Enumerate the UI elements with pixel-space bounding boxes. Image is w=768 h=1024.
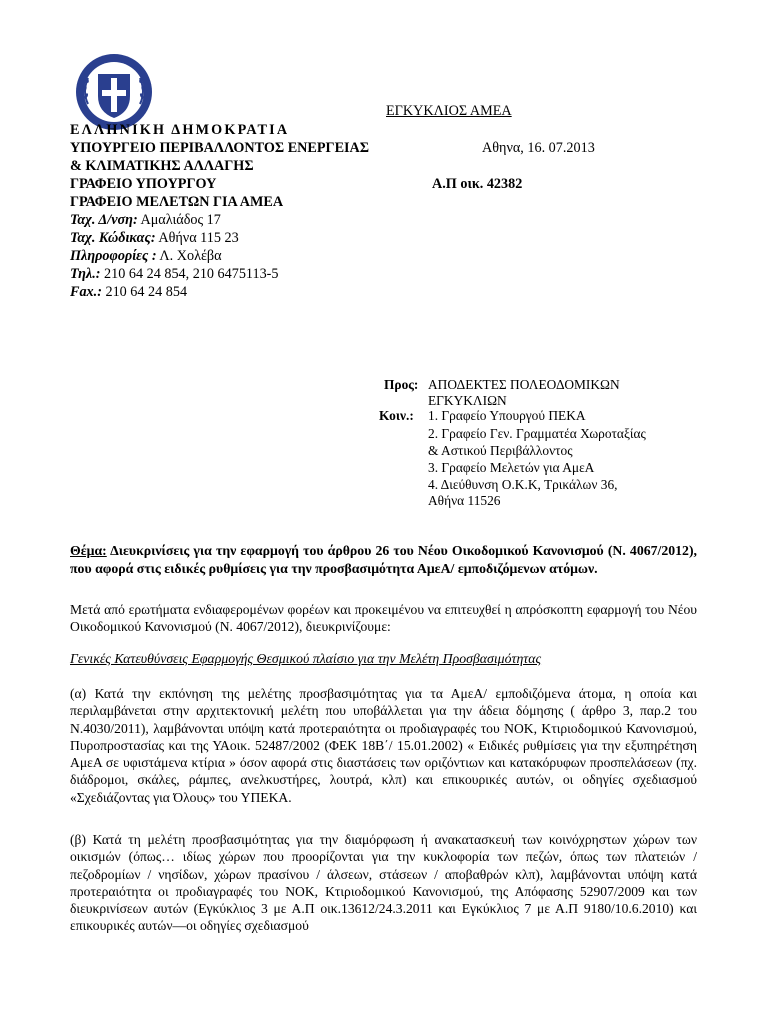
to-recipient-line1: ΑΠΟΔΕΚΤΕΣ ΠΟΛΕΟΔΟΜΙΚΩΝ [428,377,620,392]
ministry-name-line2: & ΚΛΙΜΑΤΙΚΗΣ ΑΛΛΑΓΗΣ [70,158,254,174]
phone-value: 210 64 24 854, 210 6475113-5 [100,266,279,282]
intro-paragraph: Μετά από ερωτήματα ενδιαφερομένων φορέων και προκειμένου να επιτευχθεί η απρόσκοπτη εφαρμογή του Νέου Οικοδομικού Κανονισμού (Ν. 4067/2012), διευκρινίζουμε: [70,602,697,635]
subject-label: Θέμα: [70,543,107,558]
cc-recipient-1: 1. Γραφείο Υπουργού ΠΕΚΑ [428,408,586,423]
republic-name: ΕΛΛΗΝΙΚΗ ΔΗΜΟΚΡΑΤΙΑ [70,122,290,138]
circular-title: ΕΓΚΥΚΛΙΟΣ ΑΜΕΑ [386,103,512,119]
cc-recipient-4-cont: Αθήνα 11526 [428,493,501,508]
phone-line [70,265,279,284]
cc-recipient-2: 2. Γραφείο Γεν. Γραμματέα Χωροταξίας [428,426,646,441]
to-recipient-line2: ΕΓΚΥΚΛΙΩΝ [428,393,507,408]
fax-label: Fax.: [70,284,102,300]
protocol-number: Α.Π οικ. 42382 [432,176,523,192]
postcode-label: Ταχ. Κώδικας: [70,230,156,246]
address-label: Ταχ. Δ/νση: [70,212,138,228]
paragraph-b: (β) Κατά τη μελέτη προσβασιμότητας για την διαμόρφωση ή ανακατασκευή των κοινόχρηστων χώρων των οικισμών (όπως… ιδίως χώρων που προορίζονται για την κυκλοφορία των πεζών, όπως των πλατειών / πεζοδρομίων / νησίδων, χώρων πρασίνου / άλσεων, στάσεων / αποβαθρών κλπ), λαμβάνονται υπόψη κατά προτεραιότητα οι προδιαγραφές του ΝΟΚ, Κτιριοδομικού Κανονισμού, της Απόφασης 52907/2009 και των διευκρινίσεων αυτών (Εγκύκλιος 3 με Α.Π οικ.13612/24.3.2011 και Εγκύκλιος 7 με Α.Π 9180/10.6.2010) και επικουρικές αυτών—οι οδηγίες σχεδιασμού [70,832,697,934]
postcode-line [70,229,239,248]
info-label: Πληροφορίες : [70,248,157,264]
to-label: Προς: [384,377,419,392]
paragraph-a: (α) Κατά την εκπόνηση της μελέτης προσβασιμότητας για τα ΑμεΑ/ εμποδιζόμενα άτομα, η οποία και περιλαμβάνεται στην αρχιτεκτονική μελέτη που υποβάλλεται για την άδεια δόμησης ( άρθρο 3, παρ.2 του Ν.4030/2011), λαμβάνονται υπόψη κατά προτεραιότητα οι προδιαγραφές του ΝΟΚ, Κτιριοδομικού Κανονισμού, Πυροπροστασίας και της ΥΑοικ. 52487/2002 (ΦΕΚ 18Β΄/ 15.01.2002) « Ειδικές ρυθμίσεις για την εξυπηρέτηση ΑμεΑ σε υφιστάμενα κτίρια » όσον αφορά στις διαστάσεις των οριζόντιων και κατακόρυφων προσπελάσεων (πχ. διάδρομοι, σκάλες, ράμπες, ανελκυστήρες, λουτρά, κλπ) και επικουρικές αυτών, οι οδηγίες σχεδιασμού «Σχεδιάζοντας για Όλους» του ΥΠΕΚΑ. [70,686,697,805]
document-date: Αθηνα, 16. 07.2013 [482,140,595,156]
fax-line [70,283,187,302]
cc-recipient-2-cont: & Αστικού Περιβάλλοντος [428,443,573,458]
ministry-name-line1: ΥΠΟΥΡΓΕΙΟ ΠΕΡΙΒΑΛΛΟΝΤΟΣ ΕΝΕΡΓΕΙΑΣ [70,140,370,156]
cc-label: Κοιν.: [379,408,414,423]
cc-recipient-3: 3. Γραφείο Μελετών για ΑμεΑ [428,460,595,475]
address-line [70,211,221,230]
office-studies: ΓΡΑΦΕΙΟ ΜΕΛΕΤΩΝ ΓΙΑ ΑΜΕΑ [70,194,284,210]
info-value: Λ. Χολέβα [156,248,222,264]
cc-recipient-4: 4. Διεύθυνση Ο.Κ.Κ, Τρικάλων 36, [428,477,618,492]
info-line [70,247,222,266]
phone-label: Τηλ.: [70,266,101,282]
greek-coat-of-arms-emblem [74,52,154,132]
address-value: Αμαλιάδος 17 [137,212,221,228]
subject-text: Διευκρινίσεις για την εφαρμογή του άρθρου 26 του Νέου Οικοδομικού Κανονισμού (Ν. 4067/2012), που αφορά στις ειδικές ρυθμίσεις για την προσβασιμότητα ΑμεΑ/ εμποδιζόμενων ατόμων. [70,543,697,576]
section-heading: Γενικές Κατευθύνσεις Εφαρμογής Θεσμικού πλαίσιο για την Μελέτη Προσβασιμότητας [70,651,542,666]
postcode-value: Αθήνα 115 23 [155,230,239,246]
office-minister: ΓΡΑΦΕΙΟ ΥΠΟΥΡΓΟΥ [70,176,217,192]
subject [70,542,697,578]
fax-value: 210 64 24 854 [101,284,188,300]
